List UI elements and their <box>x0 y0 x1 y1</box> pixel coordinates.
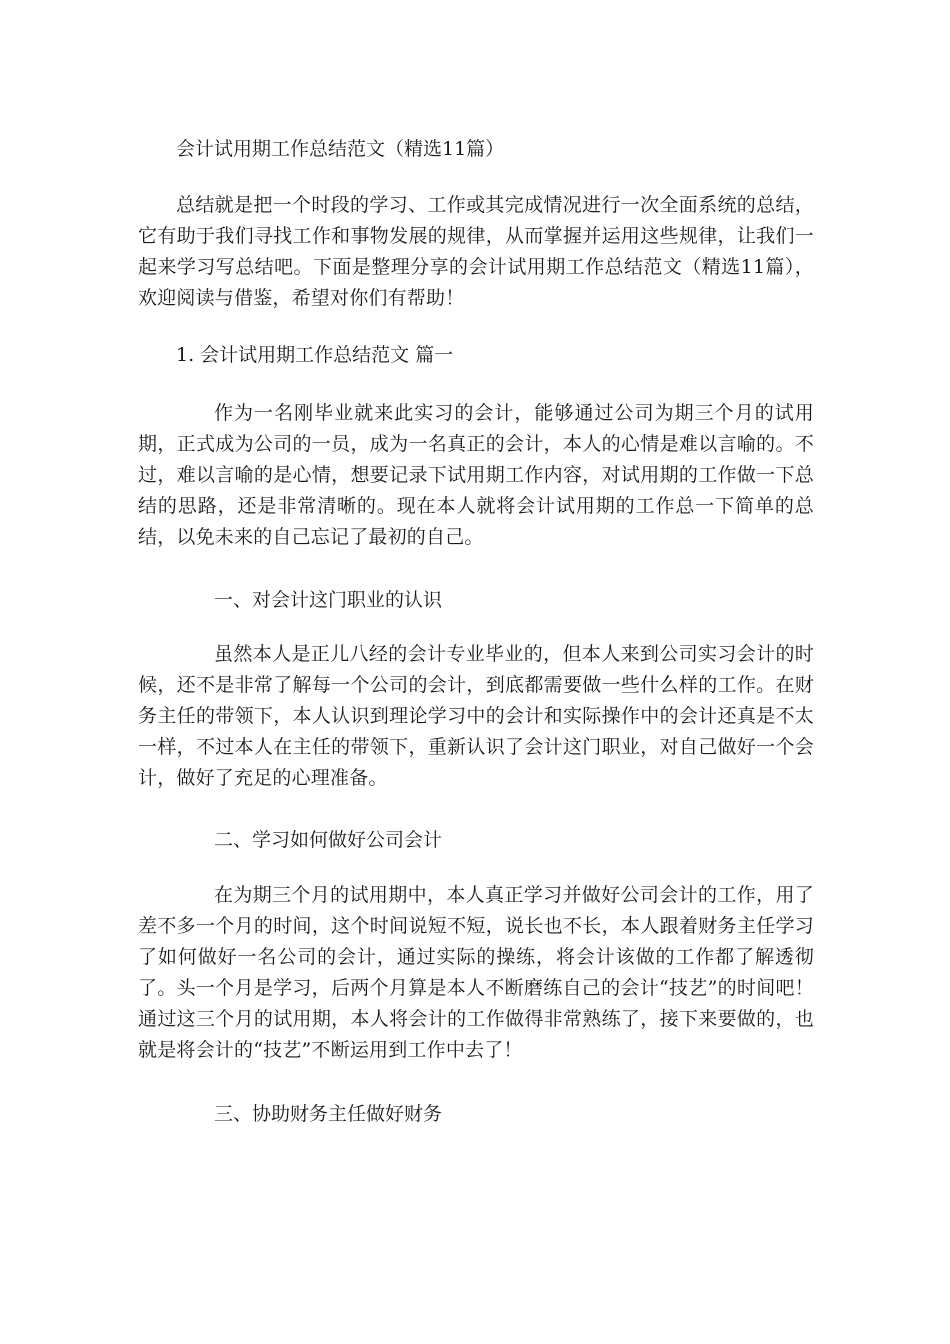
document-title: 会计试用期工作总结范文（精选11篇） <box>176 138 505 160</box>
paragraph-2: 虽然本人是正儿八经的会计专业毕业的，但本人来到公司实习会计的时候，还不是非常了解每一个公司的会计，到底都需要做一些什么样的工作。在财务主任的带领下，本人认识到理论学习中的会计和实际操作中的会计还真是不太一样，不过本人在主任的带领下，重新认识了会计这门职业，对自己做好一个会计，做好了充足的心理准备。 <box>138 643 814 789</box>
subheading-3: 三、协助财务主任做好财务 <box>214 1103 443 1125</box>
intro-paragraph: 总结就是把一个时段的学习、工作或其完成情况进行一次全面系统的总结，它有助于我们寻找工作和事物发展的规律，从而掌握并运用这些规律，让我们一起来学习写总结吧。下面是整理分享的会计试用期工作总结范文（精选11篇），欢迎阅读与借鉴，希望对你们有帮助！ <box>138 194 814 309</box>
section-heading-1: 1. 会计试用期工作总结范文 篇一 <box>176 344 454 366</box>
subheading-2: 二、学习如何做好公司会计 <box>214 829 443 851</box>
paragraph-1: 作为一名刚毕业就来此实习的会计，能够通过公司为期三个月的试用期，正式成为公司的一员，成为一名真正的会计，本人的心情是难以言喻的。不过，难以言喻的是心情，想要记录下试用期工作内容，对试用期的工作做一下总结的思路，还是非常清晰的。现在本人就将会计试用期的工作总一下简单的总结，以免未来的自己忘记了最初的自己。 <box>138 402 814 548</box>
subheading-1: 一、对会计这门职业的认识 <box>214 589 443 611</box>
paragraph-3: 在为期三个月的试用期中，本人真正学习并做好公司会计的工作，用了差不多一个月的时间，这个时间说短不短，说长也不长，本人跟着财务主任学习了如何做好一名公司的会计，通过实际的操练，将会计该做的工作都了解透彻了。头一个月是学习，后两个月算是本人不断磨练自己的会计“技艺”的时间吧！通过这三个月的试用期，本人将会计的工作做得非常熟练了，接下来要做的，也就是将会计的“技艺”不断运用到工作中去了！ <box>138 884 814 1061</box>
